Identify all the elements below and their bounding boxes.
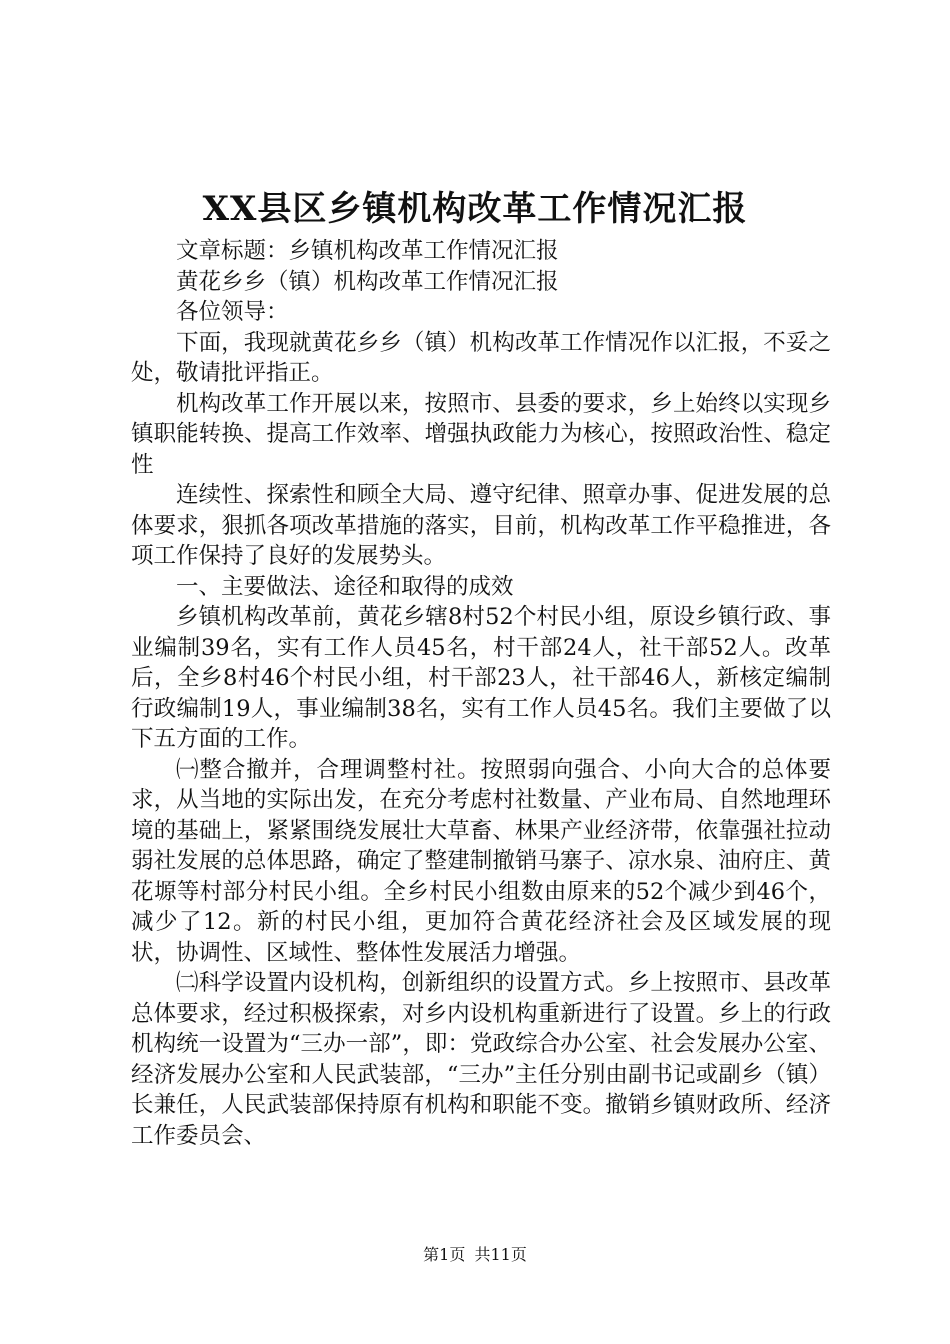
paragraph-overview: 机构改革工作开展以来，按照市、县委的要求，乡上始终以实现乡镇职能转换、提高工作效率、增强执政能力为核心，按照政治性、稳定性	[131, 390, 831, 478]
page-footer	[0, 1245, 950, 1265]
paragraph-report-title: 黄花乡乡（镇）机构改革工作情况汇报	[176, 268, 559, 295]
page-total: 共11页	[474, 1245, 527, 1264]
paragraph-intro: 下面，我现就黄花乡乡（镇）机构改革工作情况作以汇报，不妥之处，敬请批评指正。	[131, 329, 831, 386]
paragraph-overview-continued: 连续性、探索性和顾全大局、遵守纪律、照章办事、促进发展的总体要求，狠抓各项改革措施的落实，目前，机构改革工作平稳推进，各项工作保持了良好的发展势头。	[131, 482, 831, 569]
paragraph-item-two: ㈡科学设置内设机构，创新组织的设置方式。乡上按照市、县改革总体要求，经过积极探索，对乡内设机构重新进行了设置。乡上的行政机构统一设置为“三办一部”，即：党政综合办公室、社会发展办公室、经济发展办公室和人民武装部，“三办”主任分别由副书记或副乡（镇）长兼任，人民武装部保持原有机构和职能不变。撤销乡镇财政所、经济工作委员会、	[131, 970, 831, 1149]
paragraph-before-after-reform: 乡镇机构改革前，黄花乡辖8村52个村民小组，原设乡镇行政、事业编制39名，实有工作人员45名，村干部24人，社干部52人。改革后，全乡8村46个村民小组，村干部23人，社干部46人，新核定编制行政编制19人，事业编制38名，实有工作人员45名。我们主要做了以下五方面的工作。	[131, 604, 831, 752]
paragraph-salutation: 各位领导：	[176, 299, 289, 325]
document-body	[131, 236, 831, 1151]
document-title: XX县区乡镇机构改革工作情况汇报	[202, 189, 748, 229]
paragraph-item-one: ㈠整合撤并，合理调整村社。按照弱向强合、小向大合的总体要求，从当地的实际出发，在充分考虑村社数量、产业布局、自然地理环境的基础上，紧紧围绕发展壮大草畜、林果产业经济带，依靠强社拉动弱社发展的总体思路，确定了整建制撤销马寨子、凉水泉、油府庄、黄花塬等村部分村民小组。全乡村民小组数由原来的52个减少到46个，减少了12。新的村民小组，更加符合黄花经济社会及区域发展的现状，协调性、区域性、整体性发展活力增强。	[131, 756, 831, 966]
paragraph-article-title: 文章标题：乡镇机构改革工作情况汇报	[176, 238, 559, 264]
page-number: 第1页	[423, 1245, 466, 1264]
section-heading-one: 一、主要做法、途径和取得的成效	[176, 573, 514, 600]
